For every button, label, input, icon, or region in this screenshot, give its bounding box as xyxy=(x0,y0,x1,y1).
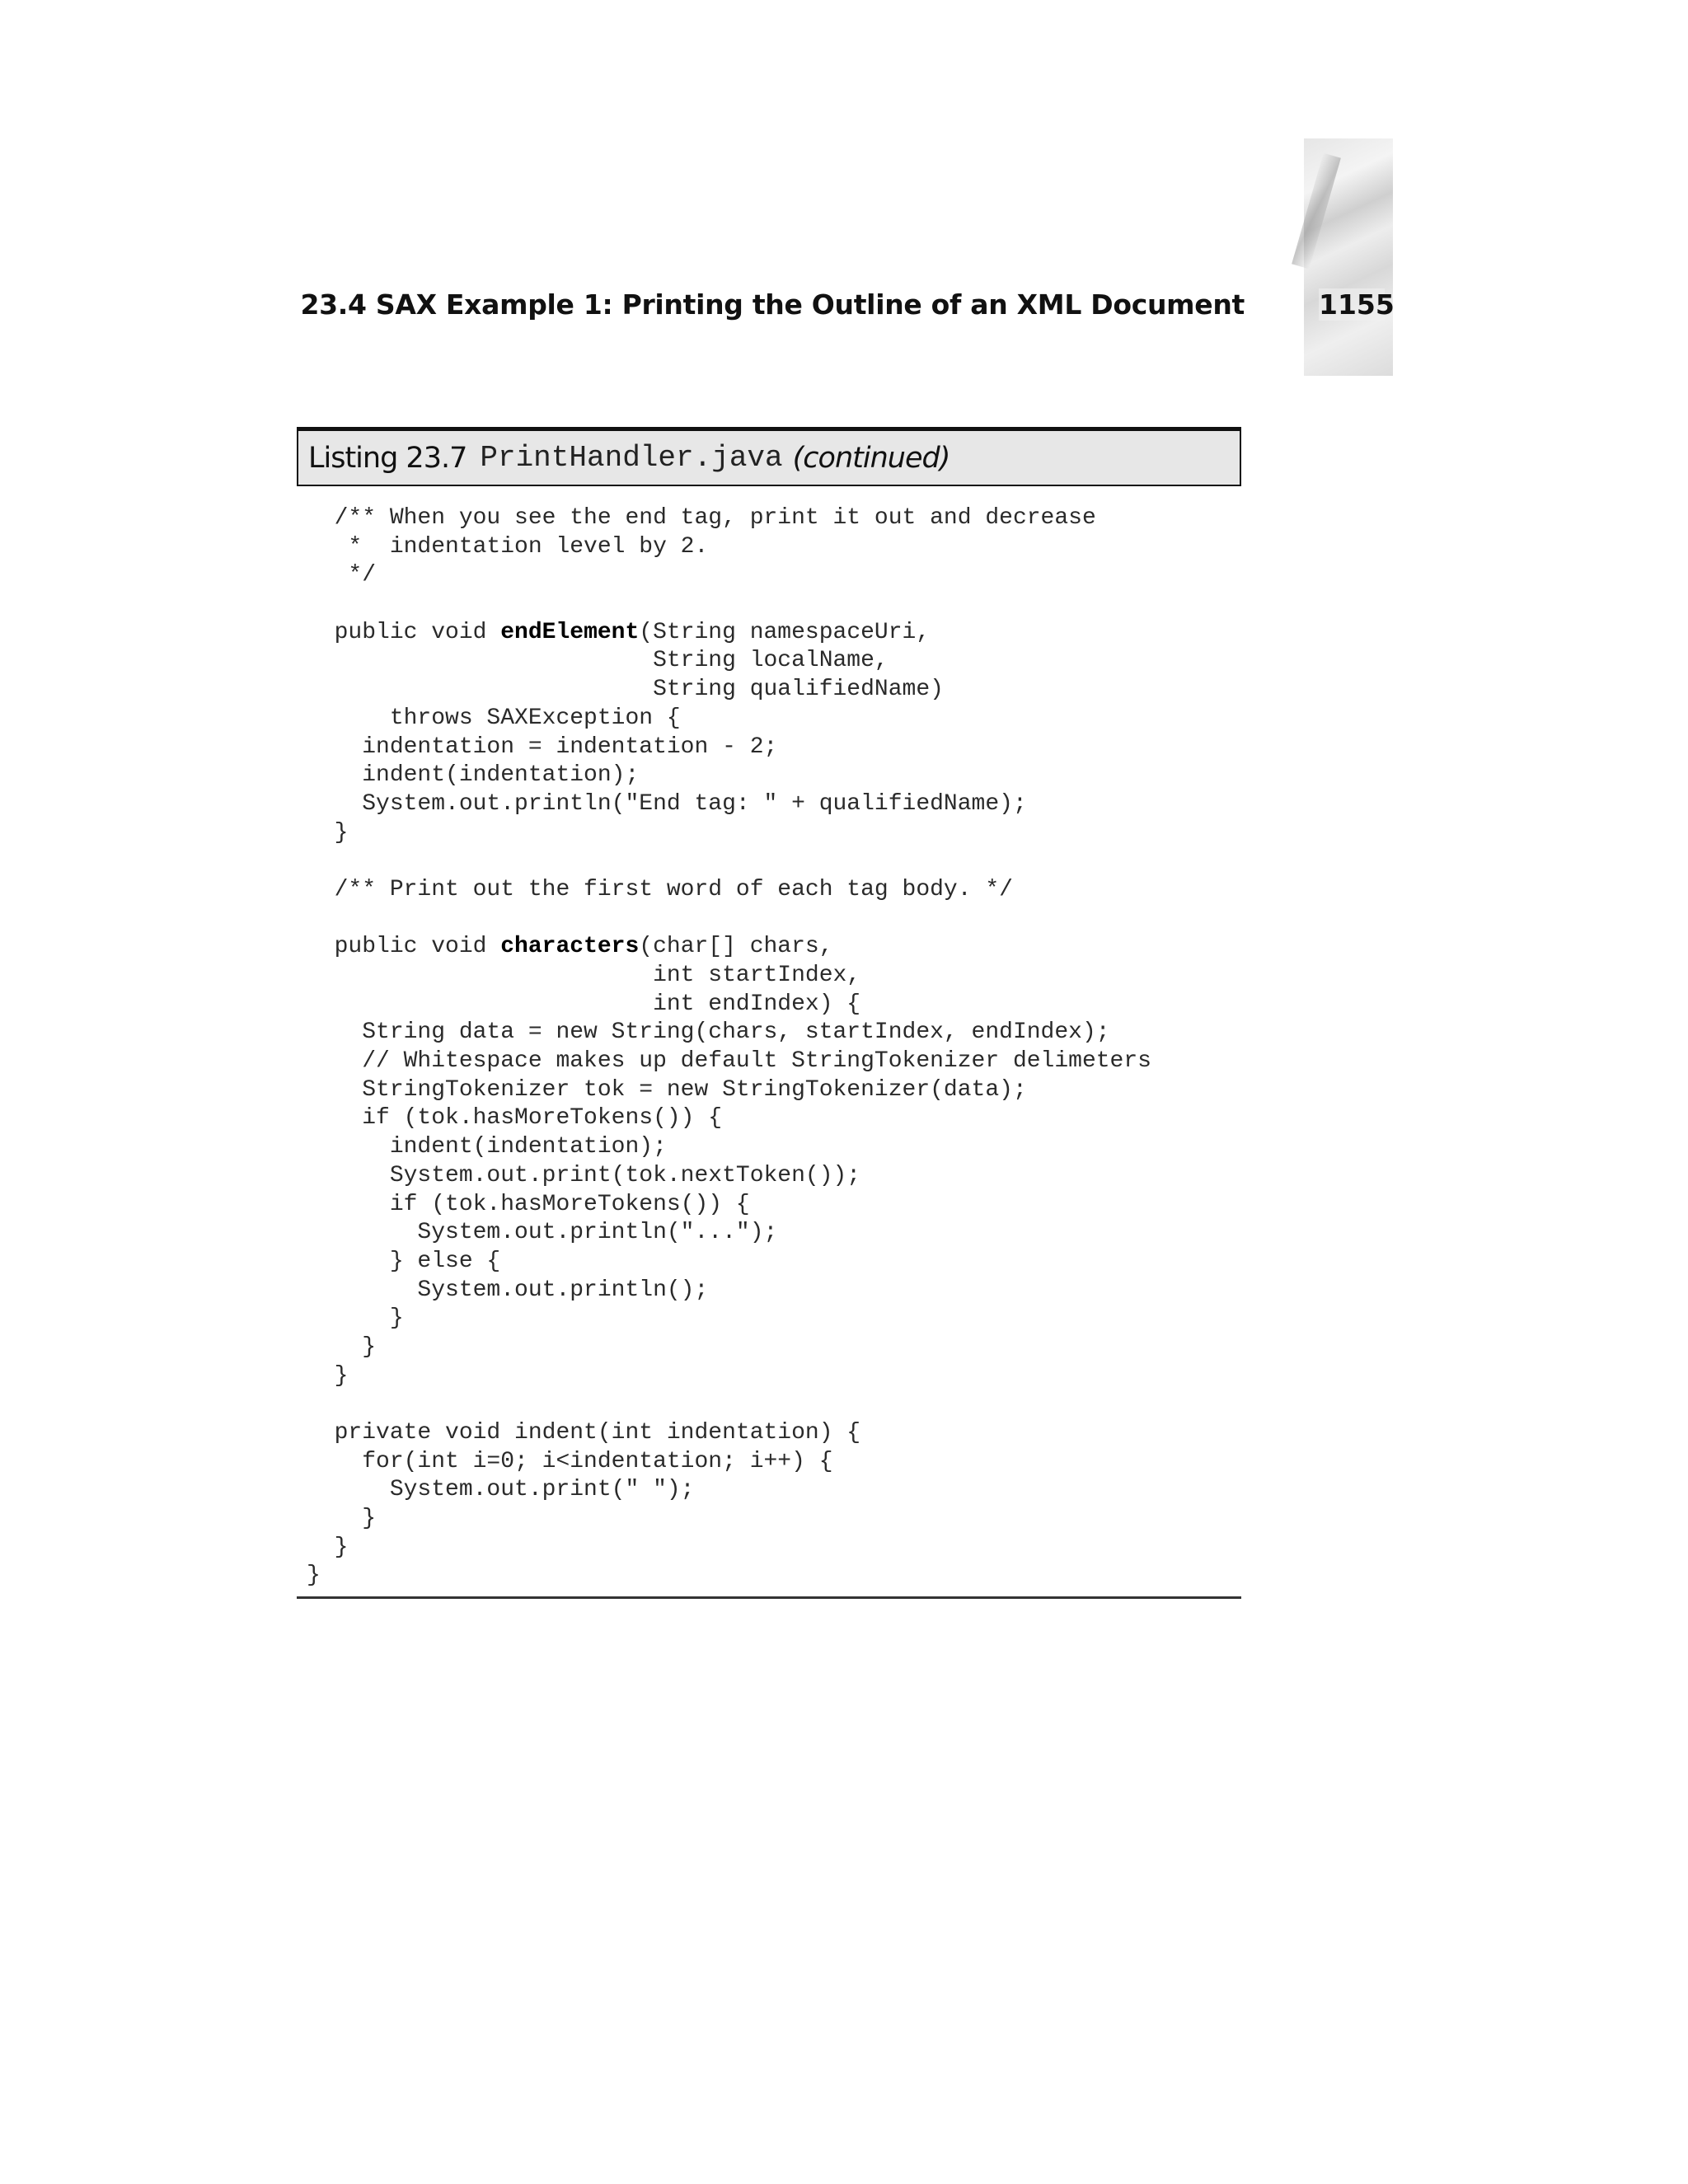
code-line xyxy=(307,733,1151,762)
code-line xyxy=(307,905,1151,934)
code-line xyxy=(307,533,1151,562)
code-text: System.out.println(); xyxy=(307,1277,709,1303)
code-line xyxy=(307,1390,1151,1419)
code-line xyxy=(307,1047,1151,1076)
code-text: (String namespaceUri, xyxy=(639,619,931,645)
code-text: if (tok.hasMoreTokens()) { xyxy=(307,1105,723,1132)
code-text: String data = new String(chars, startIndex, endIndex); xyxy=(307,1019,1110,1046)
code-line xyxy=(307,762,1151,790)
code-text: indent(indentation); xyxy=(307,762,640,789)
listing-bottom-rule xyxy=(297,1596,1241,1599)
listing-label: Listing 23.7 xyxy=(308,441,467,475)
code-text: if (tok.hasMoreTokens()) { xyxy=(307,1191,750,1217)
code-line xyxy=(307,962,1151,991)
listing-filename: PrintHandler.java xyxy=(480,441,783,475)
code-line xyxy=(307,933,1151,962)
thumb-tab-decoration xyxy=(1304,138,1393,376)
code-text: System.out.println("..."); xyxy=(307,1220,778,1246)
code-line xyxy=(307,1019,1151,1047)
code-line xyxy=(307,847,1151,876)
code-line xyxy=(307,876,1151,905)
code-line xyxy=(307,1333,1151,1362)
code-listing xyxy=(307,504,1151,1591)
code-text: */ xyxy=(307,562,377,588)
code-text: } xyxy=(307,819,349,846)
code-text: } xyxy=(307,1534,349,1560)
running-head: 23.4 SAX Example 1: Printing the Outline of an XML Document xyxy=(300,288,1245,321)
code-line xyxy=(307,561,1151,590)
code-method-name: endElement xyxy=(500,619,640,645)
code-text: } else { xyxy=(307,1248,501,1274)
code-text: indent(indentation); xyxy=(307,1134,667,1160)
code-text: } xyxy=(307,1506,377,1532)
code-line xyxy=(307,647,1151,676)
code-line xyxy=(307,1305,1151,1333)
code-line xyxy=(307,619,1151,648)
code-line xyxy=(307,1476,1151,1505)
code-line xyxy=(307,705,1151,733)
code-text: } xyxy=(307,1362,349,1389)
code-line xyxy=(307,819,1151,848)
code-text: (char[] chars, xyxy=(639,934,833,960)
code-text: int endIndex) { xyxy=(307,991,861,1017)
code-text: String localName, xyxy=(307,648,889,674)
code-line xyxy=(307,1448,1151,1477)
page-number: 1155 xyxy=(1319,288,1395,321)
listing-caption xyxy=(297,427,1241,486)
code-text: } xyxy=(307,1333,377,1360)
code-method-name: characters xyxy=(500,934,640,960)
code-line xyxy=(307,1219,1151,1248)
code-text: } xyxy=(307,1563,321,1589)
code-text: for(int i=0; i<indentation; i++) { xyxy=(307,1448,833,1474)
code-line xyxy=(307,1248,1151,1277)
code-text: private void indent(int indentation) { xyxy=(307,1420,861,1446)
code-text: * indentation level by 2. xyxy=(307,533,709,560)
code-text: StringTokenizer tok = new StringTokenizer(data); xyxy=(307,1076,1027,1103)
code-text: } xyxy=(307,1305,404,1332)
code-line xyxy=(307,1362,1151,1391)
code-line xyxy=(307,1133,1151,1162)
code-line xyxy=(307,1534,1151,1563)
code-line xyxy=(307,1104,1151,1133)
code-line xyxy=(307,676,1151,705)
code-line xyxy=(307,790,1151,819)
code-line xyxy=(307,590,1151,619)
code-line xyxy=(307,1277,1151,1305)
code-text: String qualifiedName) xyxy=(307,677,944,703)
code-line xyxy=(307,991,1151,1019)
code-text: indentation = indentation - 2; xyxy=(307,733,778,760)
code-line xyxy=(307,1162,1151,1191)
code-line xyxy=(307,1505,1151,1534)
code-text: public void xyxy=(307,934,501,960)
code-text: /** Print out the first word of each tag body. */ xyxy=(307,876,1013,902)
code-text: public void xyxy=(307,619,501,645)
code-line xyxy=(307,1562,1151,1591)
code-line xyxy=(307,1076,1151,1105)
code-text: System.out.print(" "); xyxy=(307,1477,695,1503)
code-text: int startIndex, xyxy=(307,963,861,988)
code-line xyxy=(307,1419,1151,1448)
listing-note: (continued) xyxy=(792,441,950,475)
code-text: /** When you see the end tag, print it out and decrease xyxy=(307,505,1096,531)
code-text: throws SAXException { xyxy=(307,705,681,731)
code-line xyxy=(307,504,1151,533)
code-text: // Whitespace makes up default StringTokenizer delimeters xyxy=(307,1048,1151,1075)
code-text: System.out.println("End tag: " + qualifiedName); xyxy=(307,790,1027,817)
code-line xyxy=(307,1191,1151,1220)
code-text: System.out.print(tok.nextToken()); xyxy=(307,1162,861,1188)
